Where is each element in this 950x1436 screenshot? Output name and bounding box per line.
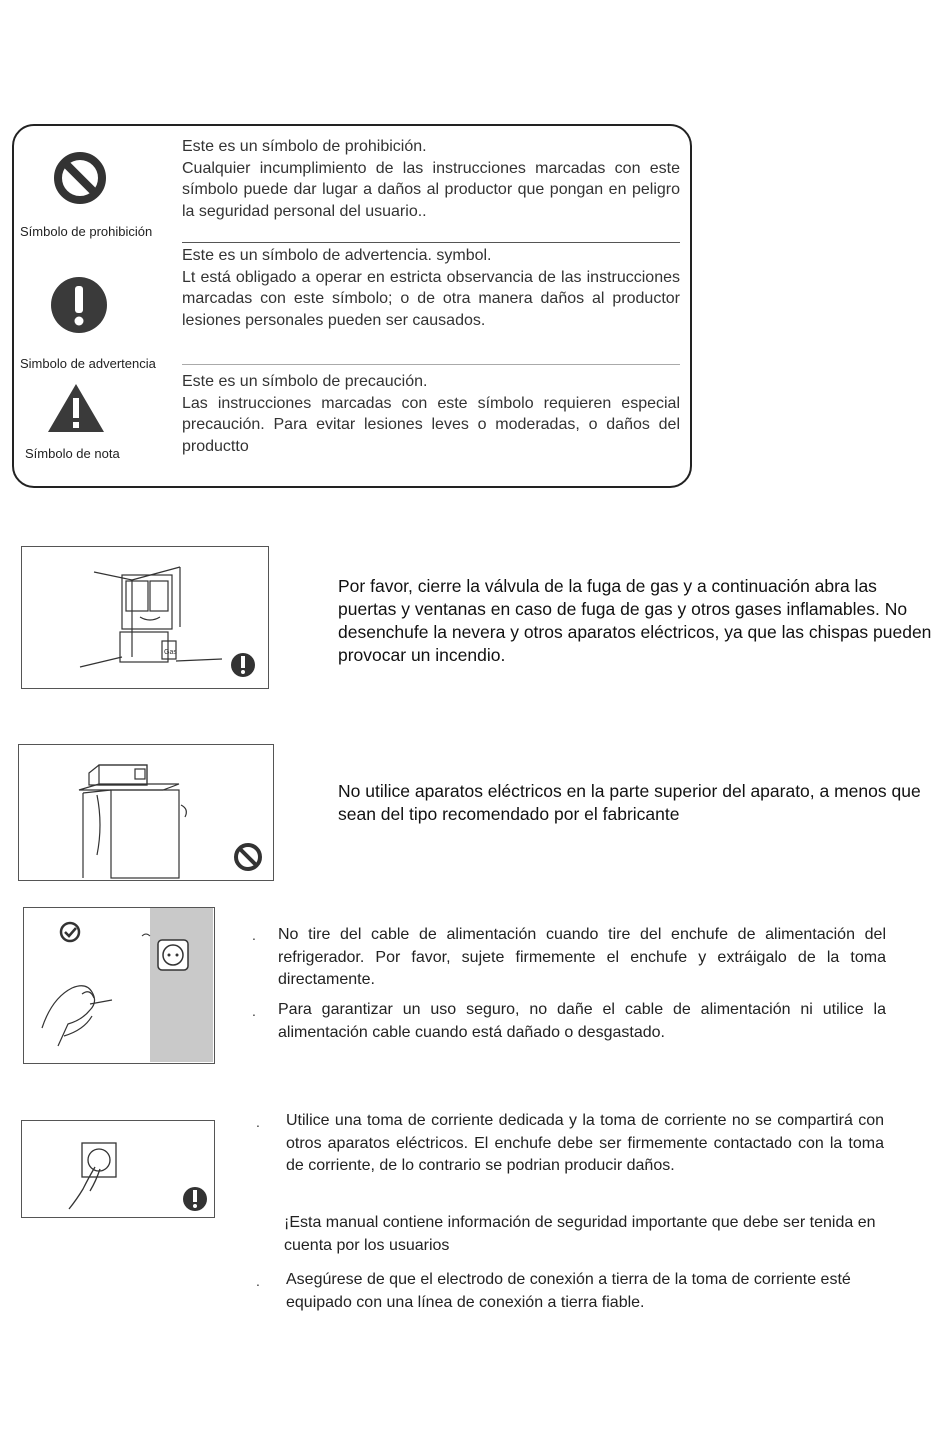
prohibition-title: Este es un símbolo de prohibición. — [182, 138, 427, 155]
prohibition-icon — [52, 150, 108, 206]
caution-triangle-icon — [46, 382, 106, 434]
check-circle-icon — [61, 923, 79, 941]
divider-2 — [182, 364, 680, 365]
bullet-dot: . — [256, 1273, 260, 1289]
gas-leak-illustration — [21, 546, 269, 689]
note-title: Este es un símbolo de precaución. — [182, 373, 428, 390]
warning-body: Lt está obligado a operar en estricta observancia de las instrucciones marcadas con este símbolo; o de otra manera daños al productor lesiones personales pueden ser causados. — [182, 268, 680, 329]
appliance-top-text: No utilice aparatos eléctricos en la parte superior del aparato, a menos que sean del tipo recomendado por el fabricante — [338, 781, 921, 824]
bullet-dot: . — [256, 1114, 260, 1130]
warning-caption: Simbolo de advertencia — [20, 356, 156, 371]
prohibition-caption: Símbolo de prohibición — [20, 224, 153, 239]
socket-illustration — [21, 1120, 215, 1218]
cable-bullet-1: No tire del cable de alimentación cuando tire del enchufe de alimentación del refrigerador. Por favor, sujete firmemente el enchufe y extráigalo de la toma directamente. — [278, 926, 886, 988]
note-description — [182, 371, 680, 457]
power-cable-illustration — [23, 907, 215, 1064]
note-caption: Símbolo de nota — [25, 446, 120, 461]
hand-unplugging-illustration — [24, 908, 213, 1062]
note-body: Las instrucciones marcadas con este símbolo requieren especial precaución. Para evitar lesiones leves o moderadas, o daños del producttо — [182, 394, 680, 455]
socket-bullet-1: Utilice una toma de corriente dedicada y la toma de corriente no se compartirá con otros aparatos eléctricos. El enchufe debe ser firmemente contactado con la toma de corriente, de lo contrario se podrian producir daños. — [286, 1112, 884, 1174]
gas-label: Gas — [164, 649, 177, 656]
prohibition-description — [182, 136, 680, 222]
kitchen-illustration — [22, 547, 267, 687]
bullet-dot: . — [252, 927, 256, 943]
warning-description — [182, 245, 680, 331]
prohibition-body: Cualquier incumplimiento de las instrucciones marcadas con este símbolo puede dar lugar a daños al productor que pongan en peligro la seguridad personal del usuario.. — [182, 159, 680, 220]
warning-icon — [50, 276, 108, 334]
fridge-with-appliance-illustration — [19, 745, 272, 879]
safety-notice: ¡Esta manual contiene información de seguridad importante que debe ser tenida en cuenta por los usuarios — [284, 1214, 876, 1254]
warning-title: Este es un símbolo de advertencia. symbol. — [182, 247, 492, 264]
cable-bullet-2: Para garantizar un uso seguro, no dañe el cable de alimentación ni utilice la alimentación cable cuando está dañado o desgastado. — [278, 1001, 886, 1041]
symbol-legend-box — [12, 124, 692, 488]
plug-outlet-icon — [22, 1121, 213, 1216]
gas-leak-text: Por favor, cierre la válvula de la fuga de gas y a continuación abra las puertas y ventanas en caso de fuga de gas y otros gases inflamables. No desenchufe la nevera y otros aparatos eléctricos, ya que las chispas pueden provocar un incendio. — [338, 576, 932, 665]
socket-bullet-2: Asegúrese de que el electrodo de conexión a tierra de la toma de corriente esté equipado con una línea de conexión a tierra fiable. — [286, 1271, 851, 1311]
appliance-top-illustration — [18, 744, 274, 881]
divider-1 — [182, 242, 680, 243]
bullet-dot: . — [252, 1003, 256, 1019]
